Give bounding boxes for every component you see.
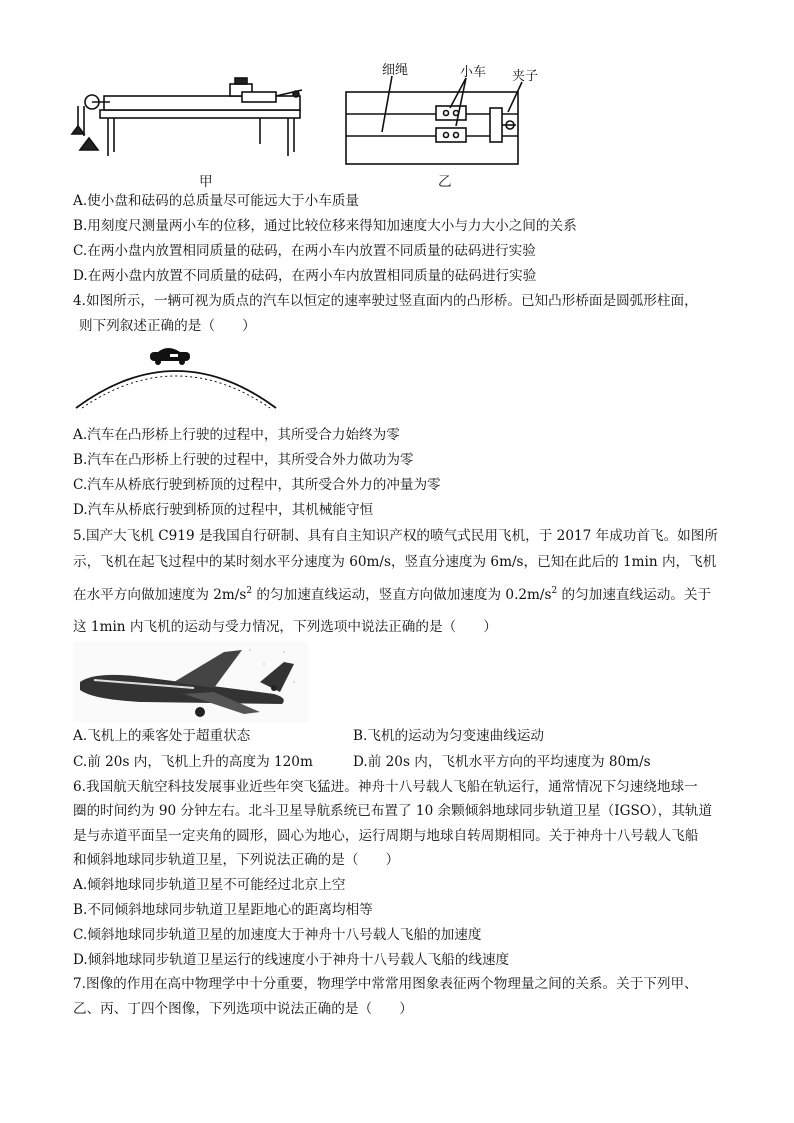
airplane-photo xyxy=(74,642,308,722)
apparatus-figure-yi xyxy=(338,60,548,166)
q4-option-c: C.汽车从桥底行驶到桥顶的过程中，其所受合外力的冲量为零 xyxy=(73,477,441,493)
cart-top-view xyxy=(436,128,466,142)
q5-option-a: A.飞机上的乘客处于超重状态 xyxy=(73,728,251,744)
q5-option-b: B.飞机的运动为匀变速曲线运动 xyxy=(353,728,545,744)
label-cart: 小车 xyxy=(460,65,487,80)
q4-option-a: A.汽车在凸形桥上行驶的过程中，其所受合力始终为零 xyxy=(73,427,400,443)
weight-pan xyxy=(72,126,84,134)
q5-stem-line-3: 在水平方向做加速度为 $2m/s^2$ 的匀加速直线运动，竖直方向做加速度为 $0.2m/s^2$ 的匀加速直线运动。关于 xyxy=(73,586,712,603)
q6-option-b: B.不同倾斜地球同步轨道卫星距地心的距离均相等 xyxy=(73,902,373,918)
q6-option-c: C.倾斜地球同步轨道卫星的加速度大于神舟十八号载人飞船的加速度 xyxy=(73,927,482,943)
q5-stem-line-1: 5.国产大飞机 C919 是我国自行研制、具有自主知识产权的喷气式民用飞机，于 2017 年成功首飞。如图所 xyxy=(73,528,718,544)
q4-stem-line-1: 4.如图所示，一辆可视为质点的汽车以恒定的速率驶过竖直面内的凸形桥。已知凸形桥面是圆弧形柱面， xyxy=(73,293,698,309)
car-icon xyxy=(150,348,190,365)
q6-stem-line-2: 圈的时间约为 90 分钟左右。北斗卫星导航系统已布置了 10 余颗倾斜地球同步轨道卫星（IGSO），其轨道 xyxy=(73,803,713,819)
q4-option-d: D.汽车从桥底行驶到桥顶的过程中，其机械能守恒 xyxy=(73,502,374,518)
q3-option-a: A.使小盘和砝码的总质量尽可能远大于小车质量 xyxy=(73,193,360,209)
q4-stem-line-2: 则下列叙述正确的是（ ） xyxy=(79,318,256,334)
q5-option-d: D.前 20s 内，飞机水平方向的平均速度为 80m/s xyxy=(353,754,651,770)
convex-bridge-figure xyxy=(72,344,282,412)
q4-option-b: B.汽车在凸形桥上行驶的过程中，其所受合外力做功为零 xyxy=(73,452,414,468)
q3-option-b: B.用刻度尺测量两小车的位移，通过比较位移来得知加速度大小与力大小之间的关系 xyxy=(73,218,577,234)
table-top xyxy=(100,110,300,118)
q5-stem-line-2: 示，飞机在起飞过程中的某时刻水平分速度为 60m/s，竖直分速度为 6m/s，已知在此后的 1min 内，飞机 xyxy=(73,554,717,570)
apparatus-figure-jia xyxy=(70,76,310,158)
q3-option-c: C.在两小盘内放置相同质量的砝码，在两小车内放置不同质量的砝码进行实验 xyxy=(73,243,536,259)
q5-option-c: C.前 20s 内，飞机上升的高度为 120m xyxy=(73,754,313,770)
figure-caption-jia: 甲 xyxy=(199,174,213,190)
q6-option-d: D.倾斜地球同步轨道卫星运行的线速度小于神舟十八号载人飞船的线速度 xyxy=(73,952,510,968)
weight-pan xyxy=(80,138,98,150)
q6-stem-line-4: 和倾斜地球同步轨道卫星，下列说法正确的是（ ） xyxy=(73,852,400,868)
q6-option-a: A.倾斜地球同步轨道卫星不可能经过北京上空 xyxy=(73,877,346,893)
q5-stem-line-4: 这 1min 内飞机的运动与受力情况，下列选项中说法正确的是（ ） xyxy=(73,619,497,635)
q6-stem-line-1: 6.我国航天航空科技发展事业近些年突飞猛进。神舟十八号载人飞船在轨运行，通常情况下匀速绕地球一 xyxy=(73,779,698,795)
figure-caption-yi: 乙 xyxy=(438,174,452,190)
bridge-arc xyxy=(76,371,276,408)
q3-option-d: D.在两小盘内放置不同质量的砝码，在两小车内放置相同质量的砝码进行实验 xyxy=(73,268,537,284)
cart xyxy=(242,92,276,102)
q7-stem-line-2: 乙、丙、丁四个图像，下列选项中说法正确的是（ ） xyxy=(73,1001,413,1017)
q7-stem-line-1: 7.图像的作用在高中物理学中十分重要，物理学中常常用图象表征两个物理量之间的关系。关于下列甲、 xyxy=(73,976,698,992)
q6-stem-line-3: 是与赤道平面呈一定夹角的圆形，圆心为地心，运行周期与地球自转周期相同。关于神舟十八号载人飞船 xyxy=(73,828,699,844)
cart-top-view xyxy=(436,106,466,120)
label-string: 细绳 xyxy=(382,63,409,78)
clip xyxy=(490,108,502,142)
label-clip: 夹子 xyxy=(512,69,539,84)
